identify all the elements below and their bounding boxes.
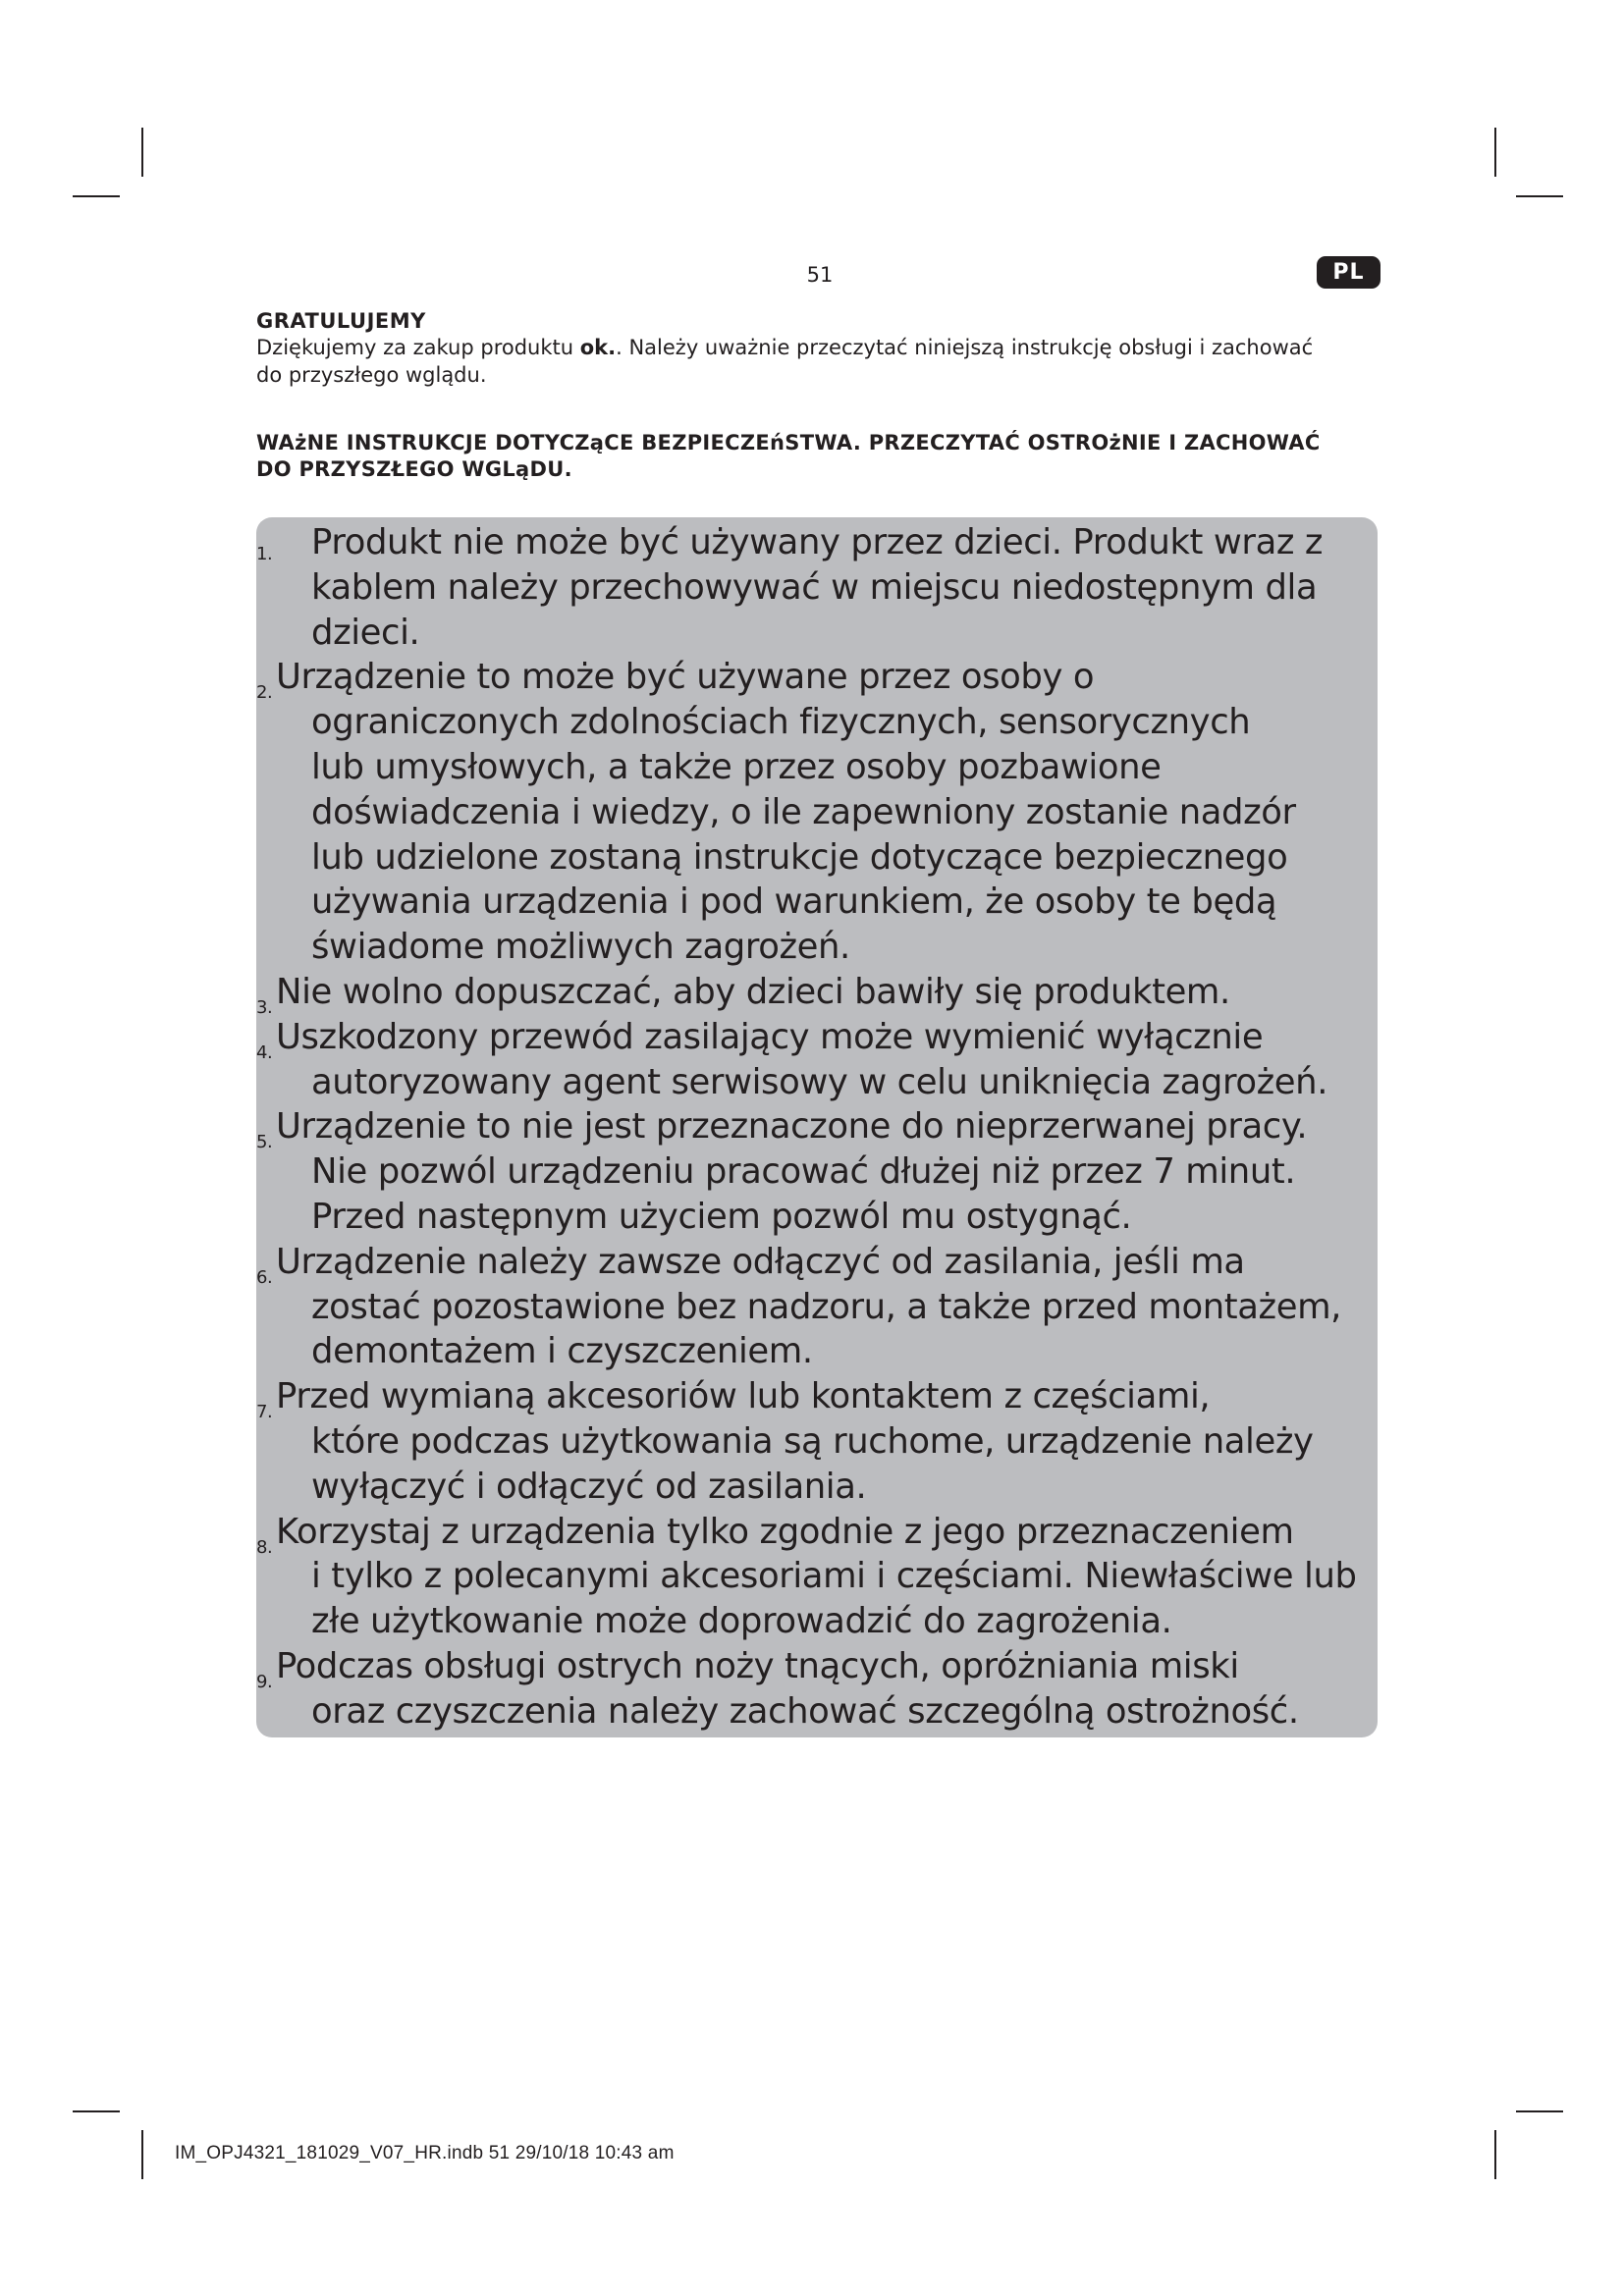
intro-text-end: . Należy uważnie przeczytać niniejszą instrukcję obsługi i zachować — [616, 336, 1314, 359]
instruction-text-line: i tylko z polecanymi akcesoriami i częściami. Niewłaściwe lub — [311, 1556, 1357, 1597]
instruction-text-line: które podczas użytkowania są ruchome, urządzenie należy — [311, 1420, 1314, 1462]
instruction-number: 1. — [256, 544, 273, 564]
instruction-text-line: Podczas obsługi ostrych noży tnących, opróżniania miski — [276, 1645, 1239, 1686]
intro-section — [256, 308, 1385, 389]
instruction-number: 7. — [256, 1402, 273, 1423]
instruction-number: 2. — [256, 682, 273, 704]
important-heading-line2: DO PRZYSZŁEGO WGLąDU. — [256, 457, 572, 481]
instruction-text-line: używania urządzenia i pod warunkiem, że osoby te będą — [311, 881, 1277, 923]
instruction-text-line: Uszkodzony przewód zasilający może wymienić wyłącznie — [276, 1016, 1264, 1057]
instruction-text-line: Korzystaj z urządzenia tylko zgodnie z jego przeznaczeniem — [276, 1511, 1294, 1552]
important-heading-line1: WAżNE INSTRUKCJE DOTYCZąCE BEZPIECZEńSTWA. PRZECZYTAĆ OSTROżNIE I ZACHOWAĆ — [256, 431, 1321, 454]
instruction-text-line: Urządzenie to może być używane przez osoby o — [276, 657, 1095, 698]
instruction-text-line: Urządzenie należy zawsze odłączyć od zasilania, jeśli ma — [276, 1241, 1245, 1282]
instruction-text-line: Przed następnym użyciem pozwól mu ostygnąć. — [311, 1196, 1132, 1237]
instruction-number: 5. — [256, 1132, 273, 1153]
instruction-text-line: demontażem i czyszczeniem. — [311, 1331, 813, 1372]
instruction-number: 6. — [256, 1266, 273, 1288]
crop-mark-bottom-right-vertical — [1494, 2130, 1496, 2179]
instruction-text-line: Przed wymianą akcesoriów lub kontaktem z częściami, — [276, 1376, 1211, 1417]
instruction-text-line: Nie wolno dopuszczać, aby dzieci bawiły się produktem. — [276, 971, 1230, 1012]
safety-instruction-item — [256, 1374, 1378, 1509]
instruction-text-line: doświadczenia i wiedzy, o ile zapewniony zostanie nadzór — [311, 791, 1296, 832]
safety-instructions-list — [256, 520, 1378, 1735]
safety-instruction-item — [256, 1644, 1378, 1735]
safety-instruction-item — [256, 520, 1378, 655]
crop-mark-bottom-right-horizontal — [1516, 2110, 1563, 2112]
safety-instruction-item — [256, 1104, 1378, 1239]
crop-mark-top-right-vertical — [1494, 128, 1496, 177]
page-number: 51 — [806, 263, 834, 287]
instruction-text-line: zostać pozostawione bez nadzoru, a także przed montażem, — [311, 1286, 1341, 1327]
safety-instruction-item — [256, 970, 1378, 1018]
instruction-text-line: lub umysłowych, a także przez osoby pozbawione — [311, 746, 1162, 787]
instruction-text-line: oraz czyszczenia należy zachować szczególną ostrożność. — [311, 1690, 1299, 1732]
crop-mark-top-left-horizontal — [73, 195, 120, 197]
intro-heading: GRATULUJEMY — [256, 309, 426, 333]
instruction-text-line: ograniczonych zdolnościach fizycznych, sensorycznych — [311, 702, 1251, 743]
brand-name: ok. — [579, 336, 617, 359]
instruction-text-line: Urządzenie to nie jest przeznaczone do nieprzerwanej pracy. — [276, 1106, 1308, 1148]
safety-instructions-box — [256, 517, 1378, 1737]
intro-paragraph — [256, 334, 1385, 389]
safety-instruction-item — [256, 655, 1378, 970]
instruction-text-line: autoryzowany agent serwisowy w celu uniknięcia zagrożeń. — [311, 1061, 1328, 1102]
instruction-text-line: kablem należy przechowywać w miejscu niedostępnym dla — [311, 566, 1318, 608]
crop-mark-bottom-left-horizontal — [73, 2110, 120, 2112]
instruction-text-line: Produkt nie może być używany przez dzieci. Produkt wraz z — [311, 522, 1324, 562]
safety-instruction-item — [256, 1015, 1378, 1105]
instruction-text-line: świadome możliwych zagrożeń. — [311, 927, 850, 968]
intro-text-start: Dziękujemy za zakup produktu — [256, 336, 580, 359]
safety-instruction-item — [256, 1510, 1378, 1644]
language-badge: PL — [1317, 256, 1380, 289]
crop-mark-top-right-horizontal — [1516, 195, 1563, 197]
instruction-number: 9. — [256, 1671, 273, 1692]
safety-instruction-item — [256, 1240, 1378, 1374]
instruction-number: 8. — [256, 1536, 273, 1558]
print-info-footer: IM_OPJ4321_181029_V07_HR.indb 51 29/10/18 10:43 am — [175, 2143, 675, 2163]
instruction-text-line: lub udzielone zostaną instrukcje dotyczące bezpiecznego — [311, 836, 1288, 878]
important-safety-heading — [256, 430, 1385, 483]
instruction-text-line: złe użytkowanie może doprowadzić do zagrożenia. — [311, 1601, 1172, 1642]
instruction-text-line: Nie pozwól urządzeniu pracować dłużej niż przez 7 minut. — [311, 1151, 1296, 1193]
intro-text-line2: do przyszłego wglądu. — [256, 363, 487, 387]
instruction-number: 4. — [256, 1041, 273, 1063]
crop-mark-top-left-vertical — [141, 128, 143, 177]
instruction-number: 3. — [256, 996, 273, 1018]
crop-mark-bottom-left-vertical — [141, 2130, 143, 2179]
instruction-text-line: dzieci. — [311, 612, 420, 653]
instruction-text-line: wyłączyć i odłączyć od zasilania. — [311, 1466, 867, 1507]
